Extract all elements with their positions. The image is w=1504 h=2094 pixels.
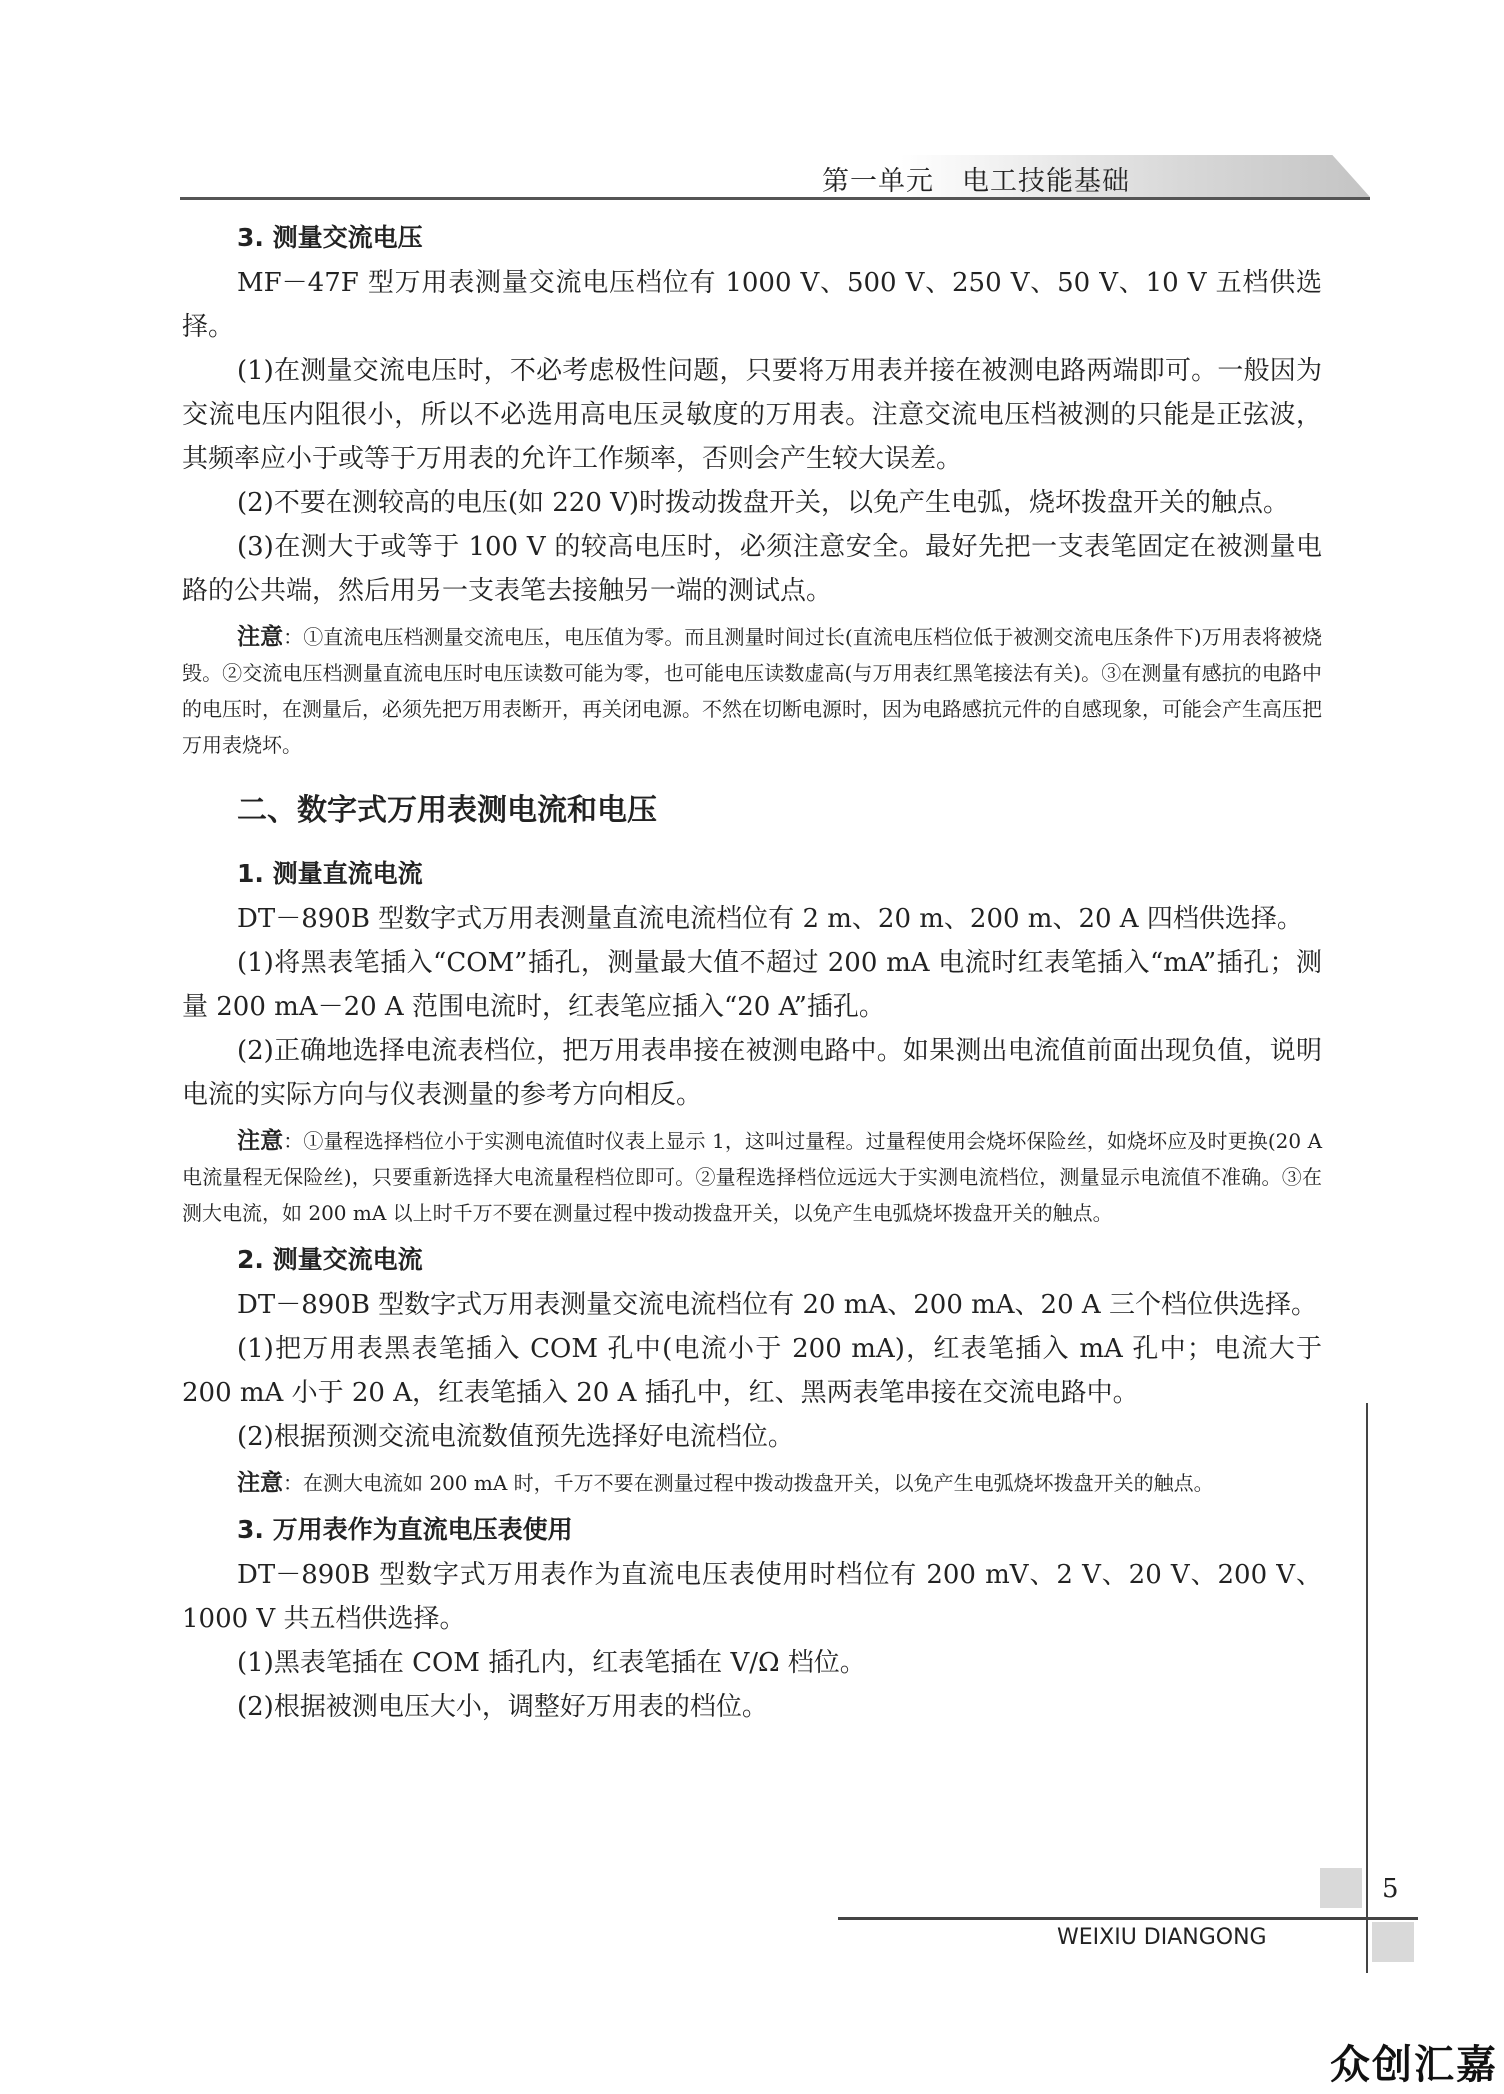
paragraph: (2)根据预测交流电流数值预先选择好电流档位。 — [237, 1422, 794, 1452]
running-header — [180, 155, 1370, 200]
paragraph: (3)在测大于或等于 100 V 的较高电压时，必须注意安全。最好先把一支表笔固定在被测量电路的公共端，然后用另一支表笔去接触另一端的测试点。 — [182, 532, 1322, 606]
paragraph: (1)把万用表黑表笔插入 COM 孔中(电流小于 200 mA)，红表笔插入 mA 孔中；电流大于 200 mA 小于 20 A，红表笔插入 20 A 插孔中，红、黑两表笔串接在交流电路中。 — [182, 1334, 1322, 1408]
note — [182, 1123, 1322, 1231]
paragraph: (2)根据被测电压大小，调整好万用表的档位。 — [237, 1692, 768, 1722]
paragraph: (1)黑表笔插在 COM 插孔内，红表笔插在 V/Ω 档位。 — [237, 1648, 866, 1678]
paragraph: (1)在测量交流电压时，不必考虑极性问题，只要将万用表并接在被测电路两端即可。一般因为交流电压内阻很小，所以不必选用高电压灵敏度的万用表。注意交流电压档被测的只能是正弦波，其频率应小于或等于万用表的允许工作频率，否则会产生较大误差。 — [182, 356, 1322, 474]
subsection-title: 1. 测量直流电流 — [237, 859, 423, 888]
page-body — [182, 215, 1322, 1729]
footer-text: WEIXIU DIANGONG — [1057, 1925, 1267, 1950]
paragraph: (1)将黑表笔插入“COM”插孔，测量最大值不超过 200 mA 电流时红表笔插入“mA”插孔；测量 200 mA－20 A 范围电流时，红表笔应插入“20 A”插孔。 — [182, 948, 1322, 1022]
decor-box — [1372, 1922, 1414, 1962]
note-label: 注意 — [237, 1470, 283, 1496]
section-heading: 二、数字式万用表测电流和电压 — [237, 793, 657, 828]
watermark: 众创汇嘉 — [1330, 2042, 1498, 2088]
margin-rule — [1366, 1403, 1368, 1973]
paragraph: DT－890B 型数字式万用表测量直流电流档位有 2 m、20 m、200 m、20 A 四档供选择。 — [237, 904, 1303, 934]
paragraph: MF－47F 型万用表测量交流电压档位有 1000 V、500 V、250 V、50 V、10 V 五档供选择。 — [182, 268, 1322, 342]
subsection-title: 3. 测量交流电压 — [237, 223, 423, 252]
paragraph: DT－890B 型数字式万用表测量交流电流档位有 20 mA、200 mA、20 A 三个档位供选择。 — [237, 1290, 1317, 1320]
subsection-title: 2. 测量交流电流 — [237, 1245, 423, 1274]
note-label: 注意 — [237, 1128, 284, 1154]
note-text: ：在测大电流如 200 mA 时，千万不要在测量过程中拨动拨盘开关，以免产生电弧烧坏拨盘开关的触点。 — [283, 1471, 1214, 1495]
subsection-title: 3. 万用表作为直流电压表使用 — [237, 1515, 573, 1544]
note-label: 注意 — [237, 624, 284, 650]
page-number: 5 — [1382, 1874, 1399, 1904]
paragraph: (2)不要在测较高的电压(如 220 V)时拨动拨盘开关，以免产生电弧，烧坏拨盘开关的触点。 — [237, 488, 1290, 518]
footer-rule — [838, 1917, 1418, 1920]
paragraph: DT－890B 型数字式万用表作为直流电压表使用时档位有 200 mV、2 V、20 V、200 V、1000 V 共五档供选择。 — [182, 1560, 1322, 1634]
page-number-box — [1320, 1868, 1362, 1908]
note — [182, 619, 1322, 763]
paragraph: (2)正确地选择电流表档位，把万用表串接在被测电路中。如果测出电流值前面出现负值，说明电流的实际方向与仪表测量的参考方向相反。 — [182, 1036, 1322, 1110]
note — [182, 1465, 1322, 1501]
note-text: ：①量程选择档位小于实测电流值时仪表上显示 1，这叫过量程。过量程使用会烧坏保险丝，如烧坏应及时更换(20 A 电流量程无保险丝)，只要重新选择大电流量程档位即可。②量程选择档位远远大于实测电流档位，测量显示电流值不准确。③在测大电流，如 200 mA 以上时千万不要在测量过程中拨动拨盘开关，以免产生电弧烧坏拨盘开关的触点。 — [182, 1129, 1323, 1225]
header-title: 第一单元 电工技能基础 — [822, 166, 1130, 197]
note-text: ：①直流电压档测量交流电压，电压值为零。而且测量时间过长(直流电压档位低于被测交流电压条件下)万用表将被烧毁。②交流电压档测量直流电压时电压读数可能为零，也可能电压读数虚高(与万用表红黑笔接法有关)。③在测量有感抗的电路中的电压时，在测量后，必须先把万用表断开，再关闭电源。不然在切断电源时，因为电路感抗元件的自感现象，可能会产生高压把万用表烧坏。 — [182, 625, 1323, 757]
